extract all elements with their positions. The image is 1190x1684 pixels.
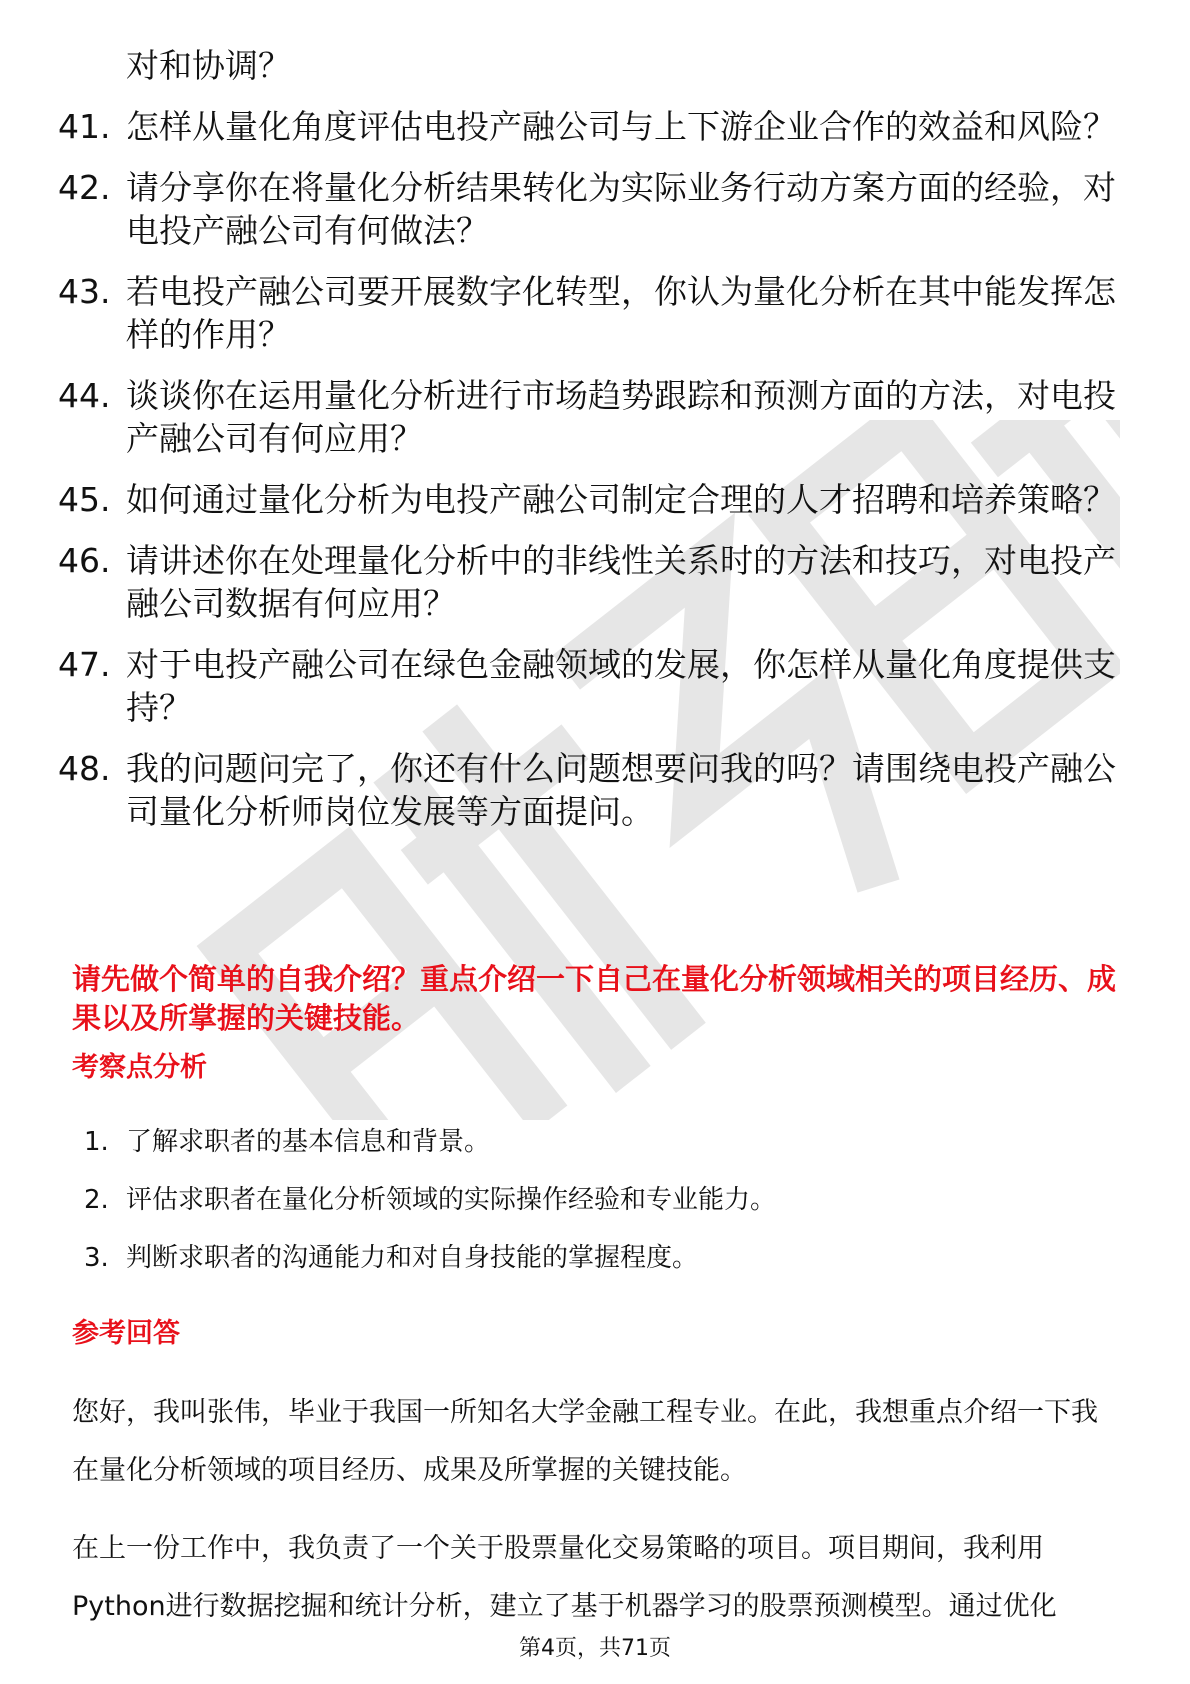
question-text: 怎样从量化角度评估电投产融公司与上下游企业合作的效益和风险？ [126,107,1116,146]
question-number: 45. [58,480,111,519]
analysis-point [84,1240,1104,1276]
question-item [58,166,1118,252]
question-item [58,105,1118,148]
question-number: 47. [58,645,111,684]
analysis-point [84,1182,1104,1218]
question-item [58,374,1118,460]
point-number: 1. [84,1127,109,1157]
question-item [58,478,1118,521]
reference-title: 参考回答 [72,1318,180,1349]
question-item [58,643,1118,729]
question-text: 请讲述你在处理量化分析中的非线性关系时的方法和技巧，对电投产融公司数据有何应用？ [126,541,1116,623]
question-number: 48. [58,749,111,788]
point-number: 3. [84,1243,109,1273]
question-text: 若电投产融公司要开展数字化转型，你认为量化分析在其中能发挥怎样的作用？ [126,272,1116,354]
question-heading: 请先做个简单的自我介绍？重点介绍一下自己在量化分析领域相关的项目经历、成果以及所掌握的关键技能。 [72,962,1117,1035]
question-item [58,270,1118,356]
question-text: 谈谈你在运用量化分析进行市场趋势跟踪和预测方面的方法，对电投产融公司有何应用？ [126,376,1116,458]
analysis-title: 考察点分析 [72,1052,207,1083]
question-list [58,44,1118,851]
point-number: 2. [84,1185,109,1215]
point-text: 判断求职者的沟通能力和对自身技能的掌握程度。 [126,1243,699,1273]
page-footer: 第4页，共71页 [519,1636,671,1661]
question-item [58,539,1118,625]
point-text: 评估求职者在量化分析领域的实际操作经验和专业能力。 [126,1185,777,1215]
point-text: 了解求职者的基本信息和背景。 [126,1127,491,1157]
question-number: 46. [58,541,111,580]
question-text: 我的问题问完了，你还有什么问题想要问我的吗？请围绕电投产融公司量化分析师岗位发展等方面提问。 [126,749,1116,831]
question-number: 42. [58,168,111,207]
answer-paragraph: 您好，我叫张伟，毕业于我国一所知名大学金融工程专业。在此，我想重点介绍一下我在量化分析领域的项目经历、成果及所掌握的关键技能。 [72,1397,1098,1486]
question-text: 如何通过量化分析为电投产融公司制定合理的人才招聘和培养策略？ [126,480,1116,519]
answer-paragraph: 在上一份工作中，我负责了一个关于股票量化交易策略的项目。项目期间，我利用Python进行数据挖掘和统计分析，建立了基于机器学习的股票预测模型。通过优化 [72,1533,1057,1622]
analysis-points [84,1124,1104,1298]
question-text: 对于电投产融公司在绿色金融领域的发展，你怎样从量化角度提供支持？ [126,645,1116,727]
analysis-point [84,1124,1104,1160]
question-continuation: 对和协调？ [126,46,291,85]
question-number: 44. [58,376,111,415]
question-number: 41. [58,107,111,146]
question-number: 43. [58,272,111,311]
question-text: 请分享你在将量化分析结果转化为实际业务行动方案方面的经验，对电投产融公司有何做法？ [126,168,1116,250]
question-item [58,747,1118,833]
